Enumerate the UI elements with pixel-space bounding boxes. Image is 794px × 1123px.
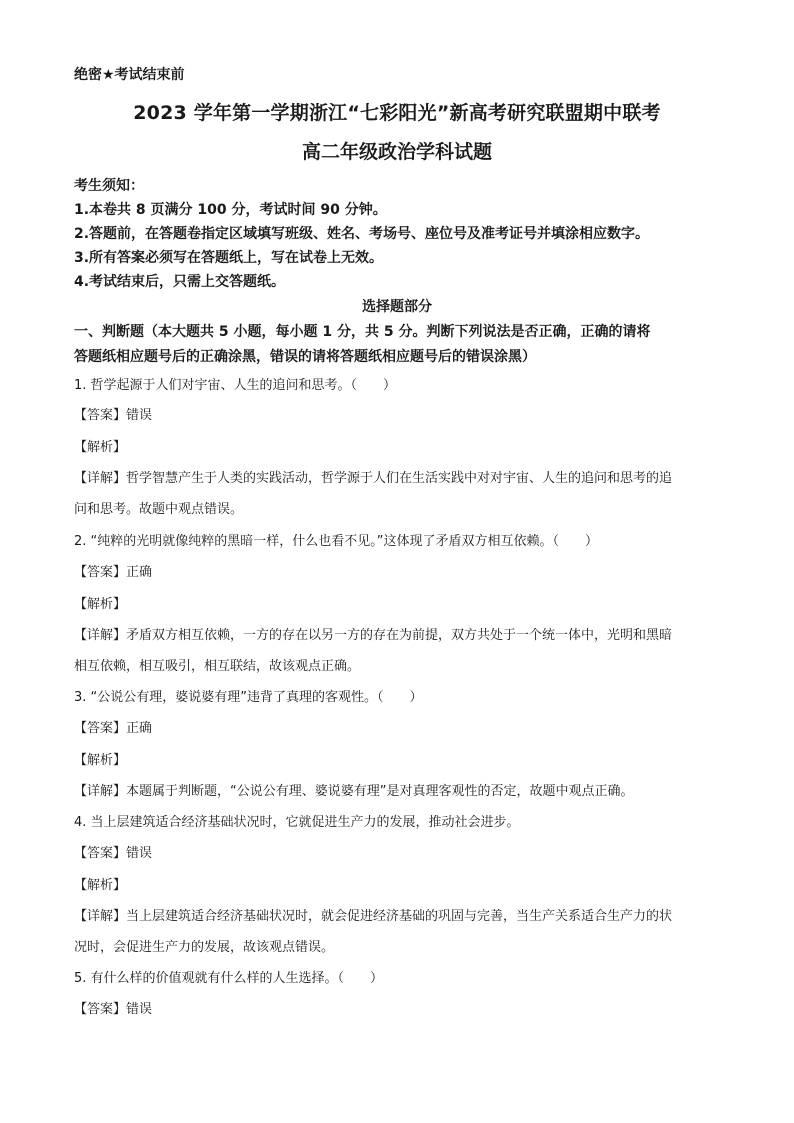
notice-item: 2.答题前，在答题卷指定区域填写班级、姓名、考场号、座位号及准考证号并填涂相应数字。 [74,226,650,242]
question-stem: 3. “公说公有理，婆说婆有理”违背了真理的客观性。（ ） [74,690,423,705]
answer-line [74,717,152,736]
section-instruction: 一、判断题（本大题共 5 小题，每小题 1 分，共 5 分。判断下列说法是否正确，正确的请将 [74,324,651,340]
detail-text: 矛盾双方相互依赖，一方的存在以另一方的存在为前提，双方共处于一个统一体中，光明和黑暗 [126,628,673,643]
answer-value: 错误 [126,1002,153,1017]
analysis-tag: 【解析】 [74,597,127,612]
detail-line [74,780,634,799]
detail-line [74,905,672,924]
section-title: 选择题部分 [362,299,432,315]
answer-value: 错误 [126,408,153,423]
detail-text: 问和思考。故题中观点错误。 [74,502,244,517]
answer-line [74,404,152,423]
detail-text: 哲学智慧产生于人类的实践活动，哲学源于人们在生活实践中对对宇宙、人生的追问和思考的追 [126,471,673,486]
question-stem: 5. 有什么样的价值观就有什么样的人生选择。（ ） [74,971,384,986]
detail-line [74,467,672,486]
answer-value: 正确 [126,721,153,736]
detail-tag: 【详解】 [74,471,127,486]
answer-tag: 【答案】 [74,565,127,580]
notice-item: 4.考试结束后，只需上交答题纸。 [74,274,286,290]
detail-tag: 【详解】 [74,909,127,924]
question-stem: 1. 哲学起源于人们对宇宙、人生的追问和思考。（ ） [74,378,397,393]
answer-tag: 【答案】 [74,408,127,423]
exam-title: 2023 学年第一学期浙江“七彩阳光”新高考研究联盟期中联考 [133,102,661,124]
section-instruction: 答题纸相应题号后的正确涂黑，错误的请将答题纸相应题号后的错误涂黑） [74,349,536,365]
answer-value: 正确 [126,565,153,580]
detail-tag: 【详解】 [74,628,127,643]
answer-tag: 【答案】 [74,846,127,861]
answer-value: 错误 [126,846,153,861]
answer-tag: 【答案】 [74,1002,127,1017]
question-stem: 4. 当上层建筑适合经济基础状况时，它就促进生产力的发展，推动社会进步。 [74,815,520,830]
detail-text: 相互依赖，相互吸引，相互联结，故该观点正确。 [74,659,361,674]
notice-item: 3.所有答案必须写在答题纸上，写在试卷上无效。 [74,250,384,266]
detail-line [74,624,672,643]
answer-line [74,561,152,580]
answer-line [74,998,152,1017]
analysis-tag: 【解析】 [74,440,127,455]
exam-subtitle: 高二年级政治学科试题 [301,141,492,163]
answer-line [74,842,152,861]
question-stem: 2. “纯粹的光明就像纯粹的黑暗一样，什么也看不见。”这体现了矛盾双方相互依赖。（ ） [74,534,599,549]
analysis-tag: 【解析】 [74,878,127,893]
confidential-label: 绝密★考试结束前 [74,67,185,83]
notice-item: 1.本卷共 8 页满分 100 分，考试时间 90 分钟。 [74,202,387,218]
detail-tag: 【详解】 [74,784,127,799]
detail-text: 本题属于判断题，“公说公有理、婆说婆有理”是对真理客观性的否定，故题中观点正确。 [126,784,634,799]
detail-text: 当上层建筑适合经济基础状况时，就会促进经济基础的巩固与完善，当生产关系适合生产力的状 [126,909,673,924]
answer-tag: 【答案】 [74,721,127,736]
notice-heading: 考生须知： [74,178,144,194]
detail-text: 况时，会促进生产力的发展，故该观点错误。 [74,940,335,955]
analysis-tag: 【解析】 [74,753,127,768]
